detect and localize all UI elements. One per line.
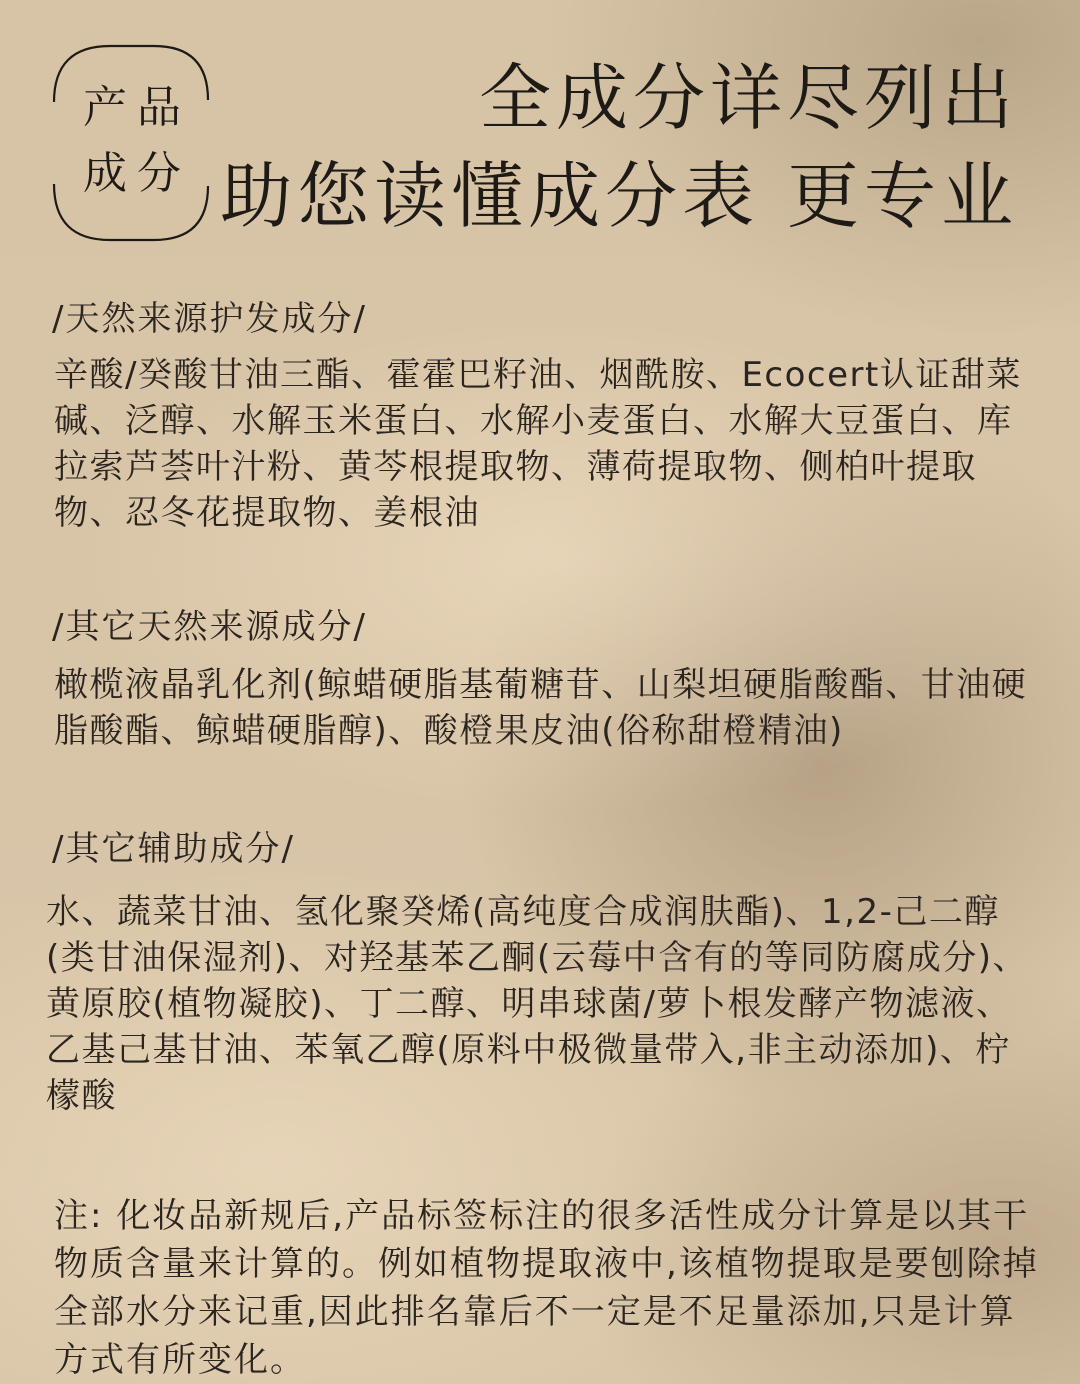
section-title-natural-hair-care: /天然来源护发成分/: [52, 299, 367, 339]
headline-line-2: 助您读懂成分表 更专业: [220, 154, 1018, 238]
section-title-auxiliary: /其它辅助成分/: [52, 829, 295, 869]
section-title-other-natural: /其它天然来源成分/: [52, 607, 367, 647]
badge-frame-icon: [52, 44, 212, 244]
section-body-other-natural: 橄榄液晶乳化剂(鲸蜡硬脂基葡糖苷、山梨坦硬脂酸酯、甘油硬脂酸酯、鲸蜡硬脂醇)、酸橙果皮油(俗称甜橙精油): [54, 665, 1028, 751]
product-ingredients-badge: [52, 44, 212, 244]
section-body-auxiliary: 水、蔬菜甘油、氢化聚癸烯(高纯度合成润肤酯)、1,2-己二醇(类甘油保湿剂)、对羟基苯乙酮(云莓中含有的等同防腐成分)、黄原胶(植物凝胶)、丁二醇、明串球菌/萝卜根发酵产物滤液、乙基己基甘油、苯氧乙醇(原料中极微量带入,非主动添加)、柠檬酸: [46, 892, 1029, 1116]
headline-line-1: 全成分详尽列出: [478, 56, 1018, 140]
section-body-natural-hair-care: 辛酸/癸酸甘油三酯、霍霍巴籽油、烟酰胺、Ecocert认证甜菜碱、泛醇、水解玉米蛋白、水解小麦蛋白、水解大豆蛋白、库拉索芦荟叶汁粉、黄芩根提取物、薄荷提取物、侧柏叶提取物、忍冬花提取物、姜根油: [54, 355, 1022, 533]
footnote: 注: 化妆品新规后,产品标签标注的很多活性成分计算是以其干物质含量来计算的。例如植物提取液中,该植物提取是要刨除掉全部水分来记重,因此排名靠后不一定是不足量添加,只是计算方式有所变化。: [54, 1196, 1039, 1380]
badge-label-ingredients: 成分: [83, 148, 191, 199]
badge-label-product: 产品: [83, 82, 191, 133]
